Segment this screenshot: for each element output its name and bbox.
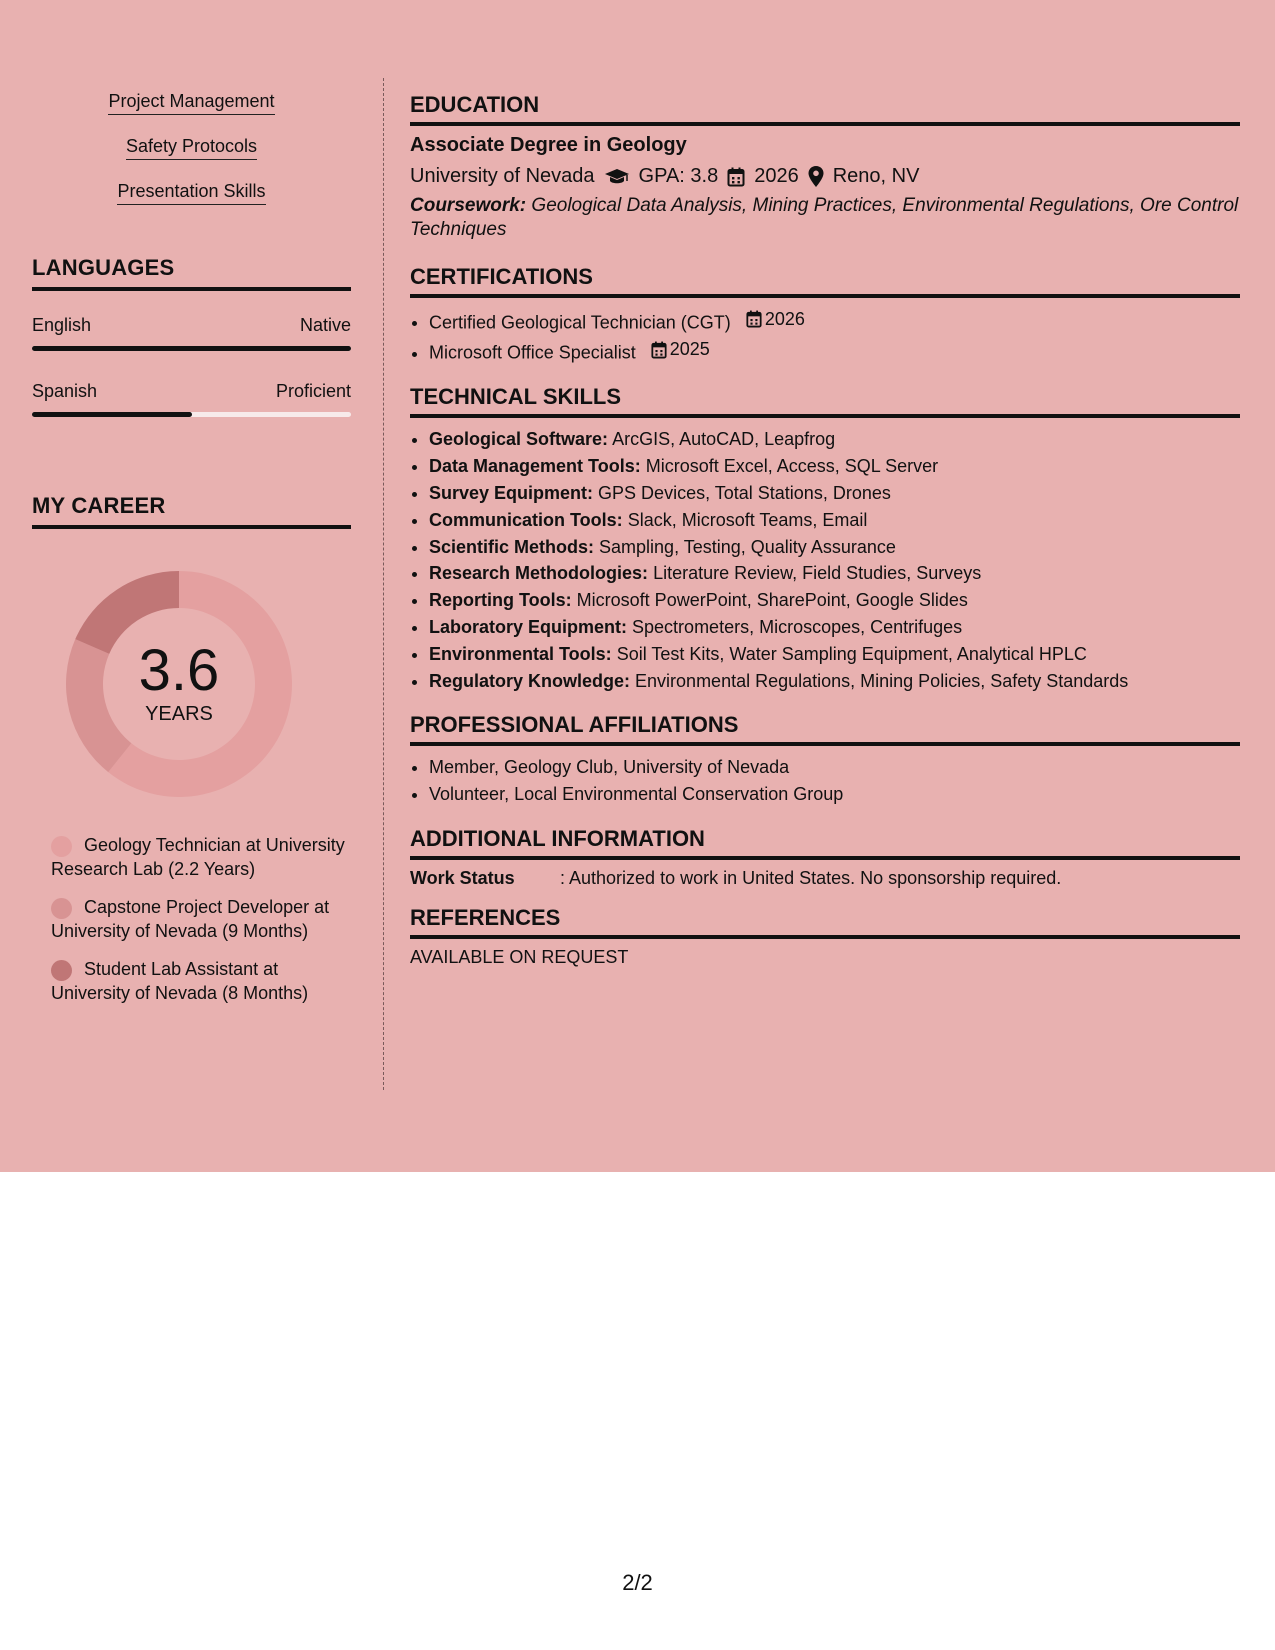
certification-item: [429, 306, 1240, 336]
skill-entry: [429, 480, 1240, 507]
calendar-icon: [727, 167, 745, 187]
skills-list: [32, 80, 351, 215]
certifications-list: [410, 306, 1240, 366]
work-status-row: [410, 868, 1240, 889]
languages-heading: LANGUAGES: [32, 255, 351, 291]
gpa: GPA: 3.8: [638, 165, 719, 187]
work-status-label: Work Status: [410, 867, 515, 888]
career-total: 3.6: [138, 638, 220, 703]
skill-entry: [429, 426, 1240, 453]
language-bar-fill: [32, 412, 192, 417]
skill-item: Safety Protocols: [126, 136, 257, 160]
education-meta: [410, 165, 1240, 188]
location-pin-icon: [808, 166, 824, 187]
language-bar: [32, 346, 351, 351]
skill-label: Scientific Methods:: [429, 536, 595, 557]
language-bar-fill: [32, 346, 351, 351]
legend-dot: [51, 836, 72, 857]
skill-item: Presentation Skills: [117, 181, 265, 205]
affiliation-item: • Member, Geology Club, University of Nevada: [429, 754, 1240, 781]
certification-year: 2026: [764, 309, 805, 329]
skill-entry: [429, 614, 1240, 641]
skill-label: Geological Software:: [429, 429, 609, 450]
career-text: Geology Technician at University Research Lab (2.2 Years): [51, 835, 345, 879]
coursework-label: Coursework:: [410, 195, 527, 216]
skill-label: Environmental Tools:: [429, 643, 612, 664]
skill-label: Survey Equipment:: [429, 482, 594, 503]
skill-entry: [429, 641, 1240, 668]
coursework: [410, 194, 1240, 242]
school-name: University of Nevada: [410, 165, 595, 187]
certification-name: Certified Geological Technician (CGT): [429, 312, 731, 333]
language-level: Proficient: [275, 381, 351, 401]
calendar-icon: [746, 310, 762, 328]
affiliation-item: • Volunteer, Local Environmental Conservation Group: [429, 781, 1240, 808]
skill-entry: [429, 534, 1240, 561]
technical-skills-list: [410, 426, 1240, 694]
skill-entry: [429, 453, 1240, 480]
career-heading: MY CAREER: [32, 493, 351, 529]
skill-value: Slack, Microsoft Teams, Email: [627, 509, 868, 530]
additional-info-heading: ADDITIONAL INFORMATION: [410, 826, 1240, 860]
graduation-cap-icon: [604, 168, 630, 186]
skill-value: Environmental Regulations, Mining Policies, Safety Standards: [635, 670, 1129, 691]
right-column: [410, 92, 1240, 968]
column-divider: [383, 78, 384, 1090]
skill-value: GPS Devices, Total Stations, Drones: [598, 482, 891, 503]
skill-label: Laboratory Equipment:: [429, 616, 628, 637]
language-level: Native: [299, 315, 351, 335]
legend-dot: [51, 960, 72, 981]
career-donut: [64, 569, 294, 799]
skill-value: Microsoft PowerPoint, SharePoint, Google Slides: [576, 590, 968, 611]
career-item: [51, 895, 351, 943]
skill-value: Microsoft Excel, Access, SQL Server: [645, 456, 939, 477]
career-item: [51, 833, 351, 881]
language-name: English: [32, 315, 92, 335]
coursework-list: Geological Data Analysis, Mining Practices, Environmental Regulations, Ore Control Techniques: [410, 195, 1239, 240]
degree-title: Associate Degree in Geology: [410, 134, 687, 156]
skill-entry: [429, 507, 1240, 534]
references-text: AVAILABLE ON REQUEST: [410, 946, 629, 967]
skill-value: Soil Test Kits, Water Sampling Equipment, Analytical HPLC: [616, 643, 1087, 664]
skill-entry: [429, 587, 1240, 614]
affiliations-heading: PROFESSIONAL AFFILIATIONS: [410, 712, 1240, 746]
career-item: [51, 957, 351, 1005]
career-text: Student Lab Assistant at University of Nevada (8 Months): [51, 959, 309, 1003]
skill-entry: [429, 560, 1240, 587]
skill-label: Research Methodologies:: [429, 563, 649, 584]
skill-label: Data Management Tools:: [429, 456, 641, 477]
calendar-icon: [651, 341, 667, 359]
page-number: 2/2: [622, 1570, 653, 1595]
graduation-year: 2026: [754, 165, 799, 187]
skill-value: Spectrometers, Microscopes, Centrifuges: [632, 616, 963, 637]
certification-name: Microsoft Office Specialist: [429, 342, 636, 363]
affiliations-list: [410, 754, 1240, 808]
skill-value: ArcGIS, AutoCAD, Leapfrog: [612, 429, 836, 450]
references-heading: REFERENCES: [410, 905, 1240, 939]
skill-value: Literature Review, Field Studies, Surveys: [653, 563, 982, 584]
technical-skills-heading: TECHNICAL SKILLS: [410, 384, 1240, 418]
certifications-heading: CERTIFICATIONS: [410, 264, 1240, 298]
language-english: [32, 315, 351, 351]
career-legend: [51, 833, 351, 1005]
language-bar: [32, 412, 351, 417]
skill-label: Communication Tools:: [429, 509, 623, 530]
education-location: Reno, NV: [832, 165, 920, 187]
skill-label: Reporting Tools:: [429, 590, 572, 611]
skill-label: Regulatory Knowledge:: [429, 670, 631, 691]
skill-entry: [429, 668, 1240, 695]
legend-dot: [51, 898, 72, 919]
skill-item: Project Management: [108, 91, 274, 115]
skill-value: Sampling, Testing, Quality Assurance: [599, 536, 896, 557]
work-status-value: : Authorized to work in United States. No sponsorship required.: [560, 867, 1062, 888]
career-unit: YEARS: [145, 703, 213, 725]
certification-year: 2025: [669, 339, 710, 360]
language-spanish: [32, 381, 351, 417]
career-text: Capstone Project Developer at University of Nevada (9 Months): [51, 897, 330, 941]
education-heading: EDUCATION: [410, 92, 1240, 126]
certification-item: [429, 336, 1240, 366]
language-name: Spanish: [32, 381, 98, 401]
left-column: [32, 80, 351, 1019]
